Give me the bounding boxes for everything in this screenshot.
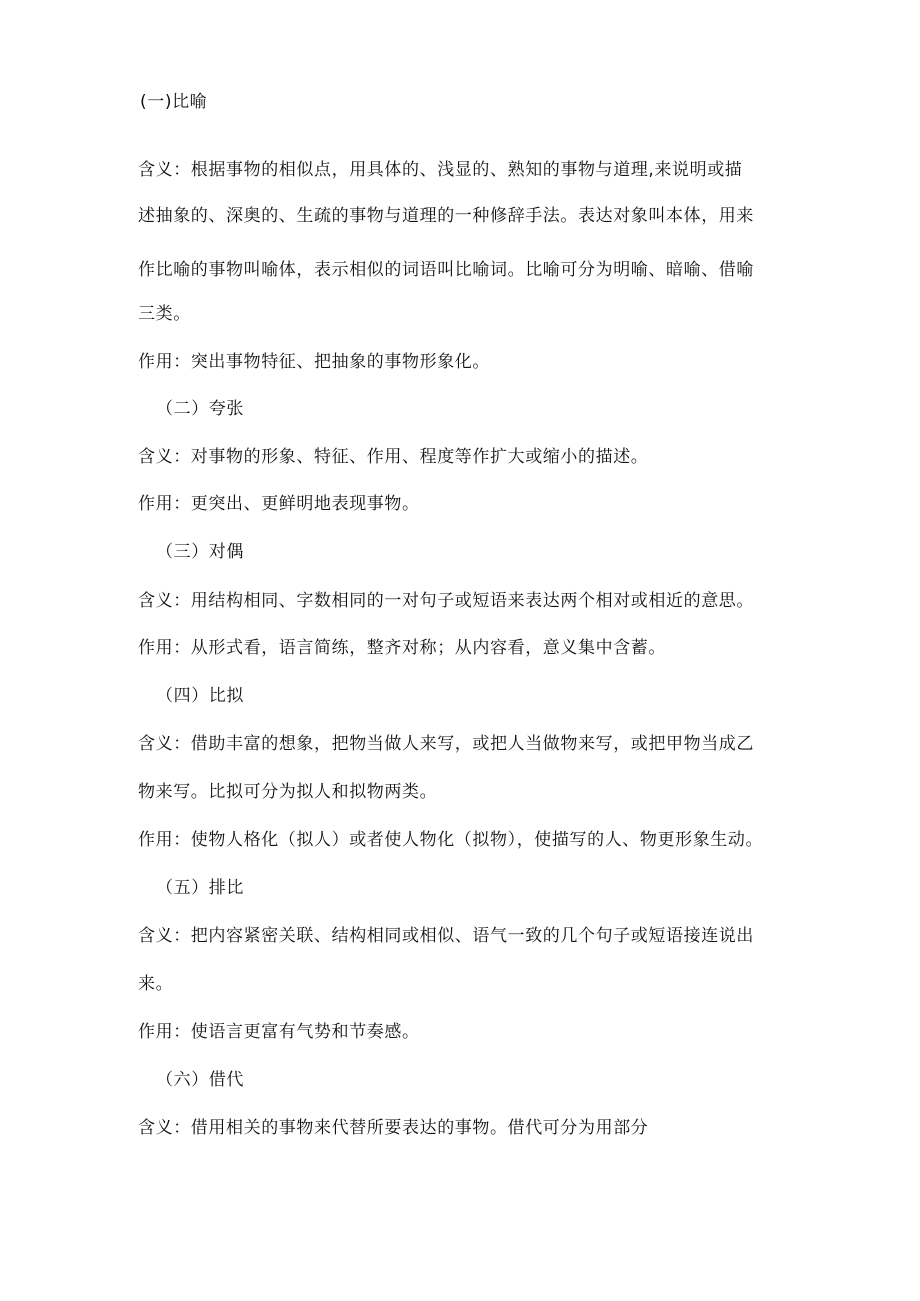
paragraph-line: 来。 xyxy=(138,974,174,994)
paragraph-line: 作用：从形式看，语言简练，整齐对称；从内容看，意义集中含蓄。 xyxy=(138,638,666,658)
paragraph-line: 含义：借用相关的事物来代替所要表达的事物。借代可分为用部分 xyxy=(138,1118,649,1138)
paragraph-line: 物来写。比拟可分为拟人和拟物两类。 xyxy=(138,782,438,802)
paragraph-line: 作用：使语言更富有气势和节奏感。 xyxy=(138,1022,420,1042)
section-heading-antithesis: （三）对偶 xyxy=(156,542,244,562)
paragraph-line: 作用：使物人格化（拟人）或者使人物化（拟物），使描写的人、物更形象生动。 xyxy=(138,830,764,850)
section-heading-personification: （四）比拟 xyxy=(156,686,244,706)
paragraph-line: 含义：借助丰富的想象，把物当做人来写，或把人当做物来写，或把甲物当成乙 xyxy=(138,734,754,754)
paragraph-line: 三类。 xyxy=(138,304,191,324)
paragraph-line: 作用：更突出、更鲜明地表现事物。 xyxy=(138,494,420,514)
paragraph-line: 作用：突出事物特征、把抽象的事物形象化。 xyxy=(138,352,490,372)
paragraph-line: 作比喻的事物叫喻体，表示相似的词语叫比喻词。比喻可分为明喻、暗喻、借喻 xyxy=(138,260,754,280)
section-heading-parallelism: （五）排比 xyxy=(156,878,244,898)
paragraph-line: 含义：对事物的形象、特征、作用、程度等作扩大或缩小的描述。 xyxy=(138,447,649,467)
paragraph-line: 含义：把内容紧密关联、结构相同或相似、语气一致的几个句子或短语接连说出 xyxy=(138,926,754,946)
paragraph-line: 述抽象的、深奥的、生疏的事物与道理的一种修辞手法。表达对象叫本体，用来 xyxy=(138,206,754,226)
section-heading-metonymy: （六）借代 xyxy=(156,1070,244,1090)
paragraph-line: 含义：用结构相同、字数相同的一对句子或短语来表达两个相对或相近的意思。 xyxy=(138,591,754,611)
paragraph-line: 含义：根据事物的相似点，用具体的、浅显的、熟知的事物与道理,来说明或描 xyxy=(138,160,743,180)
section-heading-hyperbole: （二）夸张 xyxy=(156,399,244,419)
section-heading-metaphor: (一)比喻 xyxy=(140,92,208,112)
